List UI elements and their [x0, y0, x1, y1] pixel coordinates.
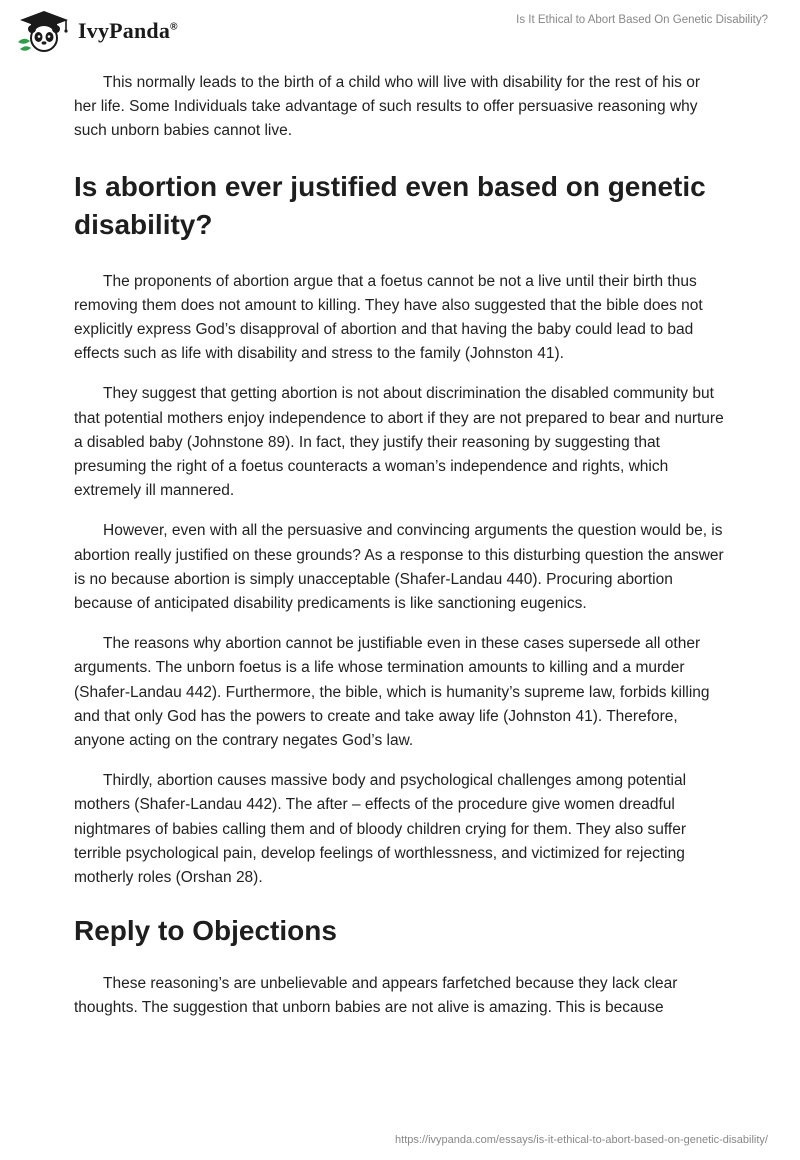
article-body	[74, 71, 724, 1037]
section-heading-justification: Is abortion ever justified even based on genetic disability?	[74, 170, 706, 240]
document-title: Is It Ethical to Abort Based On Genetic Disability?	[516, 14, 768, 26]
section-2-paragraph-1: These reasoning’s are unbelievable and appears farfetched because they lack clear thoughts. The suggestion that unborn babies are not alive is amazing. This is because	[74, 975, 678, 1017]
section-heading-reply: Reply to Objections	[74, 915, 337, 947]
section-1-paragraph-5: Thirdly, abortion causes massive body and psychological challenges among potential mothers (Shafer-Landau 442). The after – effects of the procedure give women dreadful nightmares of babies calling them and of bloody children crying for them. They also suffer terrible psychological pain, develop feelings of worthlessness, and victimized for rejecting motherly roles (Orshan 28).	[74, 772, 687, 887]
panda-graduate-icon	[14, 8, 74, 54]
section-1-paragraph-3: However, even with all the persuasive and convincing arguments the question would be, is abortion really justified on these grounds? As a response to this disturbing question the answer is no because abortion is simply unacceptable (Shafer-Landau 440). Procuring abortion because of anticipated disability predicaments is like sanctioning eugenics.	[74, 522, 724, 613]
intro-paragraph: This normally leads to the birth of a child who will live with disability for the rest of his or her life. Some Individuals take advantage of such results to offer persuasive reasoning why such unborn babies cannot live.	[74, 74, 700, 140]
source-url[interactable]: https://ivypanda.com/essays/is-it-ethical-to-abort-based-on-genetic-disability/	[395, 1134, 768, 1146]
section-1-paragraph-1: The proponents of abortion argue that a foetus cannot be not a live until their birth thus removing them does not amount to killing. They have also suggested that the bible does not explicitly express God’s disapproval of abortion and that having the baby could lead to bad effects such as life with disability and stress to the family (Johnston 41).	[74, 272, 703, 363]
page-header	[0, 0, 800, 60]
brand-logo[interactable]	[14, 8, 178, 54]
brand-name-text: IvyPanda	[78, 18, 171, 43]
registered-mark: ®	[170, 21, 178, 33]
section-1-paragraph-2: They suggest that getting abortion is not about discrimination the disabled community but that potential mothers enjoy independence to abort if they are not prepared to bear and nurture a disabled baby (Johnstone 89). In fact, they justify their reasoning by suggesting that presuming the right of a foetus counteracts a woman’s independence and rights, which extremely ill mannered.	[74, 385, 724, 500]
section-1-paragraph-4: The reasons why abortion cannot be justifiable even in these cases supersede all other arguments. The unborn foetus is a life whose termination amounts to killing and a murder (Shafer-Landau 442). Furthermore, the bible, which is humanity’s supreme law, forbids killing and that only God has the powers to create and take away life (Johnston 41). Therefore, anyone acting on the contrary negates God’s law.	[74, 635, 710, 750]
brand-name	[78, 18, 178, 44]
